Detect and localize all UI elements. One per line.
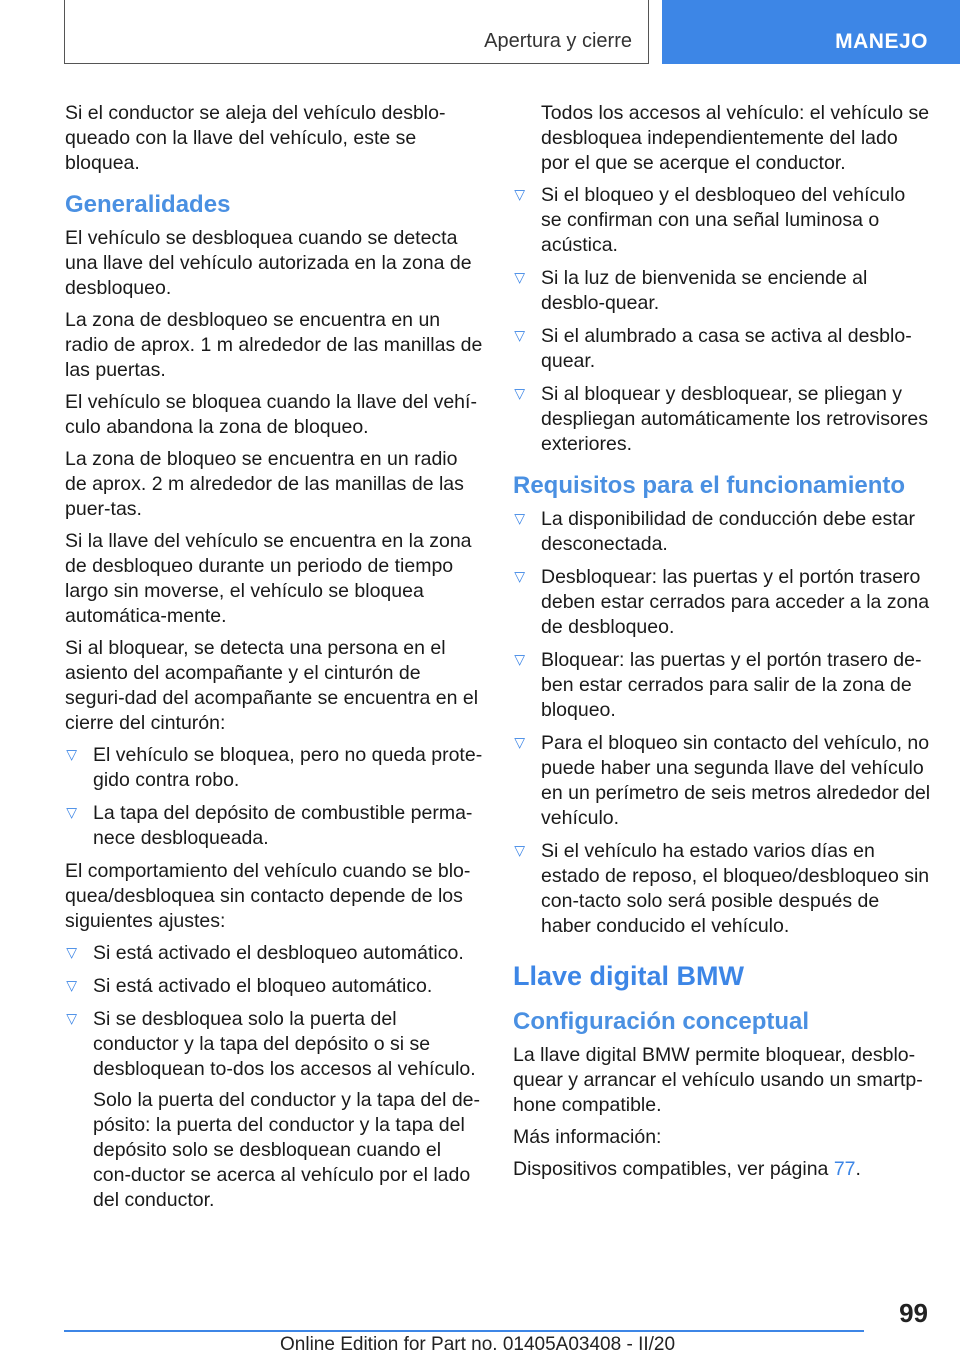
list-item: ▷ Si el vehículo ha estado varios días en estado de reposo, el bloqueo/desbloqueo sin con-tacto solo será posible después de haber conducido el vehículo. [513, 839, 931, 939]
paragraph: El vehículo se desbloquea cuando se detecta una llave del vehículo autorizada en la zona de desbloqueo. [65, 227, 472, 299]
footer-divider [64, 1330, 864, 1332]
paragraph-with-link: Dispositivos compatibles, ver página 77. [513, 1158, 861, 1180]
heading-configuracion: Configuración conceptual [513, 1008, 810, 1035]
heading-requisitos: Requisitos para el funcionamiento [513, 472, 906, 499]
paragraph: La llave digital BMW permite bloquear, desblo-quear y arrancar el vehículo usando un smartp-hone compatible. [513, 1044, 923, 1116]
list-item: ▷ Si la luz de bienvenida se enciende al desblo-quear. [513, 266, 931, 316]
continued-paragraph: Todos los accesos al vehículo: el vehículo se desbloquea independientemente del lado por el que se acerque el conductor. [541, 102, 930, 174]
list-item: ▷ La tapa del depósito de combustible perma-nece desbloqueada. [65, 801, 483, 851]
triangle-bullet-icon: ▷ [512, 846, 529, 857]
bullet-list [65, 743, 483, 851]
triangle-bullet-icon: ▷ [512, 655, 529, 666]
page-header [0, 0, 960, 66]
intro-paragraph: Si el conductor se aleja del vehículo desblo-queado con la llave del vehículo, este se bloquea. [65, 102, 446, 174]
page-reference-link[interactable]: 77 [833, 1158, 856, 1180]
list-item: ▷ Si está activado el bloqueo automático. [65, 974, 483, 999]
triangle-bullet-icon: ▷ [64, 1014, 81, 1025]
list-item: ▷ Si está activado el desbloqueo automático. [65, 941, 483, 966]
list-item: ▷ El vehículo se bloquea, pero no queda prote-gido contra robo. [65, 743, 483, 793]
triangle-bullet-icon: ▷ [64, 948, 81, 959]
list-item: ▷ La disponibilidad de conducción debe estar desconectada. [513, 507, 931, 557]
list-item: ▷ Si al bloquear y desbloquear, se pliegan y despliegan automáticamente los retrovisores exteriores. [513, 382, 931, 457]
paragraph: La zona de bloqueo se encuentra en un radio de aprox. 2 m alrededor de las manillas de las puer-tas. [65, 448, 464, 520]
bullet-list [513, 183, 931, 457]
heading-generalidades: Generalidades [65, 191, 231, 218]
triangle-bullet-icon: ▷ [512, 514, 529, 525]
right-column [513, 101, 931, 1189]
list-item: ▷ Bloquear: las puertas y el portón trasero de-ben estar cerrados para salir de la zona de bloqueo. [513, 648, 931, 723]
footer-edition: Online Edition for Part no. 01405A03408 - II/20 [280, 1334, 676, 1355]
list-item: ▷ Si el bloqueo y el desbloqueo del vehículo se confirman con una señal luminosa o acústica. [513, 183, 931, 258]
page-number: 99 [899, 1298, 928, 1328]
triangle-bullet-icon: ▷ [64, 981, 81, 992]
header-chapter-title: MANEJO [835, 30, 928, 53]
paragraph: La zona de desbloqueo se encuentra en un radio de aprox. 1 m alrededor de las manillas de las puertas. [65, 309, 483, 381]
header-section-title: Apertura y cierre [484, 30, 632, 52]
triangle-bullet-icon: ▷ [64, 750, 81, 761]
header-section-box [64, 0, 649, 64]
list-item: ▷ Para el bloqueo sin contacto del vehículo, no puede haber una segunda llave del vehículo en un perímetro de seis metros alrededor del vehículo. [513, 731, 931, 831]
left-column [65, 101, 483, 1221]
bullet-list [513, 507, 931, 939]
triangle-bullet-icon: ▷ [512, 190, 529, 201]
paragraph: El vehículo se bloquea cuando la llave del vehí-culo abandona la zona de bloqueo. [65, 391, 477, 438]
list-item: ▷ Si el alumbrado a casa se activa al desblo-quear. [513, 324, 931, 374]
paragraph: Si la llave del vehículo se encuentra en la zona de desbloqueo durante un periodo de tiempo largo sin moverse, el vehículo se bloquea automática-mente. [65, 530, 472, 627]
heading-llave-digital: Llave digital BMW [513, 961, 745, 991]
paragraph: Más información: [513, 1126, 662, 1148]
triangle-bullet-icon: ▷ [512, 331, 529, 342]
paragraph: El comportamiento del vehículo cuando se blo-quea/desbloquea sin contacto depende de los siguientes ajustes: [65, 860, 471, 932]
list-item: ▷ Desbloquear: las puertas y el portón trasero deben estar cerrados para acceder a la zona de desbloqueo. [513, 565, 931, 640]
list-item: ▷ Si se desbloquea solo la puerta del conductor y la tapa del depósito o si se desbloquean to-dos los accesos al vehículo. Solo la puerta del conductor y la tapa del de-pósito: la puerta del conductor y la tapa del depósito solo se desbloquean cuando el con-ductor se acerca al vehículo por el lado del conductor. [65, 1007, 483, 1213]
paragraph: Si al bloquear, se detecta una persona en el asiento del acompañante y el cinturón de seguri-dad del acompañante se encuentra en el cierre del cinturón: [65, 637, 479, 734]
triangle-bullet-icon: ▷ [64, 808, 81, 819]
header-chapter-tab [662, 0, 960, 64]
triangle-bullet-icon: ▷ [512, 389, 529, 400]
bullet-list [65, 941, 483, 1213]
triangle-bullet-icon: ▷ [512, 738, 529, 749]
triangle-bullet-icon: ▷ [512, 273, 529, 284]
list-item-subtext: Solo la puerta del conductor y la tapa del de-pósito: la puerta del conductor y la tapa del depósito solo se desbloquean cuando el con-ductor se acerca al vehículo por el lado del conductor. [93, 1089, 481, 1211]
triangle-bullet-icon: ▷ [512, 572, 529, 583]
